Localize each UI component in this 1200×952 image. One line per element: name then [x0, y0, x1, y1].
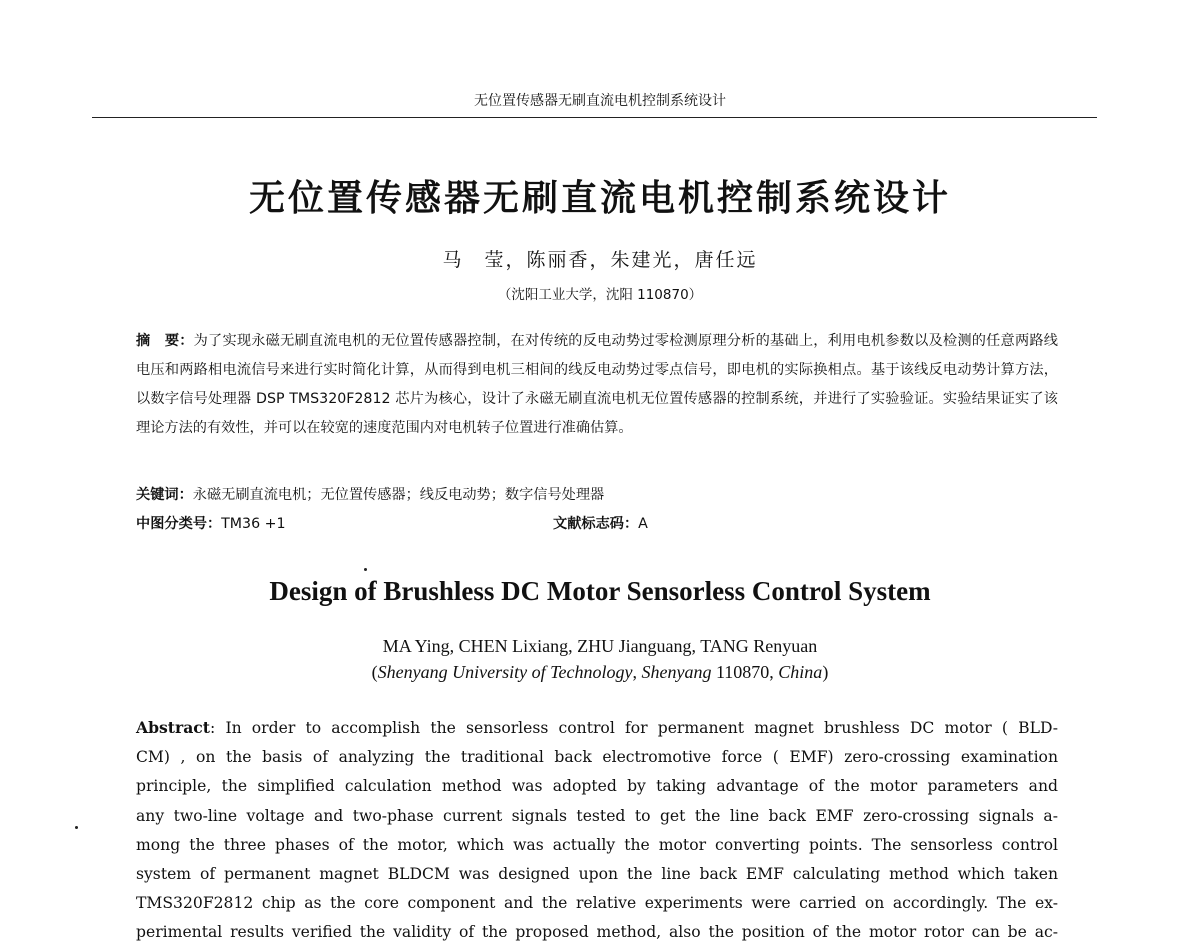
english-affiliation — [0, 662, 1200, 683]
affiliation-university: Shenyang University of Technology — [377, 662, 633, 682]
keywords-label: 关键词： — [136, 487, 193, 503]
running-header: 无位置传感器无刷直流电机控制系统设计 — [474, 93, 726, 109]
chinese-abstract-label: 摘 要： — [136, 333, 194, 349]
document-code-value: A — [638, 516, 648, 532]
abstract-line — [136, 713, 1058, 743]
document-code-label: 文献标志码： — [553, 516, 639, 532]
scan-speck — [75, 826, 78, 829]
chinese-abstract-text: 为了实现永磁无刷直流电机的无位置传感器控制，在对传统的反电动势过零检测原理分析的基础上，利用电机参数以及检测的任意两路线电压和两路相电流信号来进行实时简化计算，从而得到电机三相间的线反电动势过零点信号，即电机的实际换相点。基于该线反电动势计算方法，以数字信号处理器 DSP TMS320F2812 芯片为核心，设计了永磁无刷直流电机无位置传感器的控制系统，并进行了实验验证。实验结果证实了该理论方法的有效性，并可以在较宽的速度范围内对电机转子位置进行准确估算。 — [136, 333, 1058, 436]
chinese-keywords — [136, 484, 604, 504]
affiliation-separator: , — [632, 662, 642, 682]
abstract-line: system of permanent magnet BLDCM was designed upon the line back EMF calculating method which taken — [136, 865, 1058, 884]
header-rule — [92, 117, 1097, 118]
english-abstract — [136, 713, 1058, 948]
abstract-line: principle, the simplified calculation method was adopted by taking advantage of the motor parameters and — [136, 777, 1058, 796]
affiliation-country: China — [778, 662, 823, 682]
affiliation-open-paren: ( — [371, 662, 378, 682]
english-abstract-label: Abstract — [136, 718, 211, 737]
english-authors: MA Ying, CHEN Lixiang, ZHU Jianguang, TANG Renyuan — [382, 636, 818, 656]
affiliation-city: Shenyang — [641, 662, 712, 682]
scan-speck — [364, 568, 367, 571]
chinese-title: 无位置传感器无刷直流电机控制系统设计 — [248, 178, 951, 219]
abstract-line-text: In order to accomplish the sensorless control for permanent magnet brushless DC motor ( BLD- — [225, 719, 1059, 737]
classification-number — [136, 513, 286, 533]
classification-value: TM36 +1 — [221, 516, 286, 532]
classification-label: 中图分类号： — [136, 516, 222, 532]
keywords-value: 永磁无刷直流电机；无位置传感器；线反电动势；数字信号处理器 — [192, 487, 605, 503]
abstract-colon: : — [210, 719, 226, 737]
chinese-authors: 马 莹，陈丽香，朱建光，唐任远 — [442, 249, 758, 271]
chinese-abstract — [136, 327, 1058, 443]
abstract-line: mong the three phases of the motor, which was actually the motor converting points. The sensorless control — [136, 835, 1058, 854]
document-code — [553, 513, 648, 533]
abstract-line: CM) , on the basis of analyzing the traditional back electromotive force ( EMF) zero-crossing examination — [136, 748, 1058, 767]
abstract-line: any two-line voltage and two-phase current signals tested to get the line back EMF zero-crossing signals a- — [136, 806, 1058, 825]
english-title: Design of Brushless DC Motor Sensorless Control System — [269, 576, 931, 606]
abstract-line: perimental results verified the validity of the proposed method, also the position of the motor rotor can be ac- — [136, 923, 1058, 942]
affiliation-close-paren: ) — [822, 662, 829, 682]
chinese-affiliation: （沈阳工业大学，沈阳 110870） — [497, 287, 703, 303]
abstract-line: TMS320F2812 chip as the core component and the relative experiments were carried on accordingly. The ex- — [136, 894, 1058, 913]
affiliation-zip: 110870, — [711, 662, 779, 682]
